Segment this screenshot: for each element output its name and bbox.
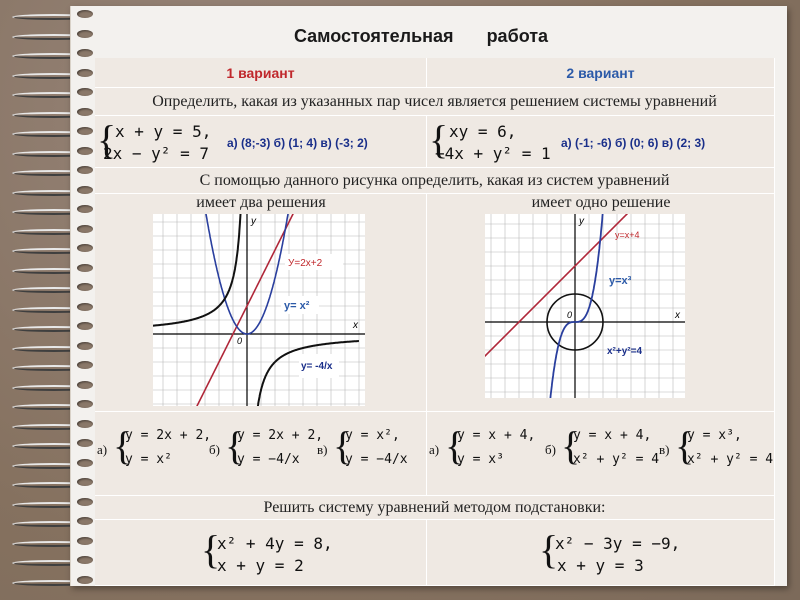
equation: xy = 6,: [449, 122, 517, 141]
option-letter: б): [545, 442, 556, 457]
task-3-text: Решить систему уравнений методом подстановки:: [95, 496, 775, 520]
system-brace: {: [225, 423, 245, 468]
graph-2: [485, 214, 685, 398]
equation: y = 2x + 2,: [237, 428, 324, 443]
page-title: Самостоятельная работа: [293, 26, 549, 46]
binding-hole: [77, 498, 93, 506]
equation: y = −4/x: [345, 452, 408, 467]
system-option: [545, 420, 660, 484]
equation: y = 2x + 2,: [125, 428, 212, 443]
binding-hole: [77, 400, 93, 408]
equation: 2x − y² = 7: [103, 144, 209, 163]
equation: y = x²: [125, 452, 172, 467]
equation: y = x + 4,: [457, 428, 536, 443]
option-letter: а): [97, 442, 108, 457]
task-1-variant-1: [95, 116, 427, 168]
binding-hole: [77, 322, 93, 330]
binding-hole: [77, 381, 93, 389]
equation: y = x + 4,: [573, 428, 652, 443]
binding-hole: [77, 147, 93, 155]
binding-hole: [77, 244, 93, 252]
cubic-label: y=x³: [609, 275, 632, 287]
binding-hole: [77, 303, 93, 311]
binding-hole: [77, 10, 93, 18]
system-brace: {: [333, 423, 353, 468]
system-option: [97, 420, 212, 484]
system-option: [659, 420, 774, 484]
equation: y = −4/x: [237, 452, 300, 467]
task-1-text: Определить, какая из указанных пар чисел является решением системы уравнений: [95, 88, 775, 116]
equation: y = x³,: [687, 428, 742, 443]
graph-1: [153, 214, 365, 406]
graph-cell-variant-2: [427, 194, 775, 412]
system-brace: {: [675, 423, 695, 468]
hyperbola-label: y= -4/x: [301, 361, 333, 372]
option-letter: а): [429, 442, 440, 457]
task-1-variant-2: [427, 116, 775, 168]
option-letter: б): [209, 442, 220, 457]
systems-variant-1: [95, 412, 427, 496]
system-option: [429, 420, 539, 484]
equation: x² + 4y = 8,: [217, 534, 333, 553]
variant-2-subtitle: имеет одно решение: [531, 194, 671, 211]
system-brace: {: [561, 423, 581, 468]
binding-hole: [77, 361, 93, 369]
binding-hole: [77, 186, 93, 194]
binding-hole: [77, 264, 93, 272]
binding-hole: [77, 108, 93, 116]
answer-options: а) (-1; -6) б) (0; 6) в) (2; 3): [561, 136, 706, 150]
binding-hole: [77, 459, 93, 467]
system-option: [209, 420, 324, 484]
answer-options: а) (8;-3) б) (1; 4) в) (-3; 2): [227, 136, 368, 150]
binding-hole: [77, 127, 93, 135]
worksheet-page: [70, 6, 787, 586]
system-brace: {: [445, 423, 465, 468]
binding-hole: [77, 556, 93, 564]
variant-1-subtitle: имеет два решения: [196, 194, 326, 211]
binding-hole: [77, 69, 93, 77]
task-3-variant-1: [95, 520, 427, 586]
equation: −4x + y² = 1: [435, 144, 551, 163]
equation: x² + y² = 4: [687, 452, 774, 467]
equation: y = x²,: [345, 428, 400, 443]
equation: x + y = 3: [557, 556, 644, 575]
x-axis-label: x: [353, 320, 358, 331]
option-letter: в): [317, 442, 328, 457]
binding-hole: [77, 49, 93, 57]
binding-hole: [77, 537, 93, 545]
systems-variant-2: [427, 412, 775, 496]
system-brace: {: [97, 117, 117, 162]
binding-hole: [77, 225, 93, 233]
binding-hole: [77, 283, 93, 291]
system-brace: {: [201, 527, 221, 572]
parabola-label: y= x²: [284, 300, 310, 312]
circle-label: x²+y²=4: [607, 346, 643, 357]
binding-hole: [77, 576, 93, 584]
variant-1-header: 1 вариант: [95, 58, 427, 88]
binding-hole: [77, 420, 93, 428]
binding-hole: [77, 88, 93, 96]
y-axis-label: y: [579, 216, 584, 227]
task-3-variant-2: [427, 520, 775, 586]
graph-cell-variant-1: [95, 194, 427, 412]
equation: x + y = 2: [217, 556, 304, 575]
line-label: У=2х+2: [288, 258, 323, 269]
binding-hole: [77, 342, 93, 350]
origin-label: 0: [567, 310, 573, 320]
system-brace: {: [539, 527, 559, 572]
binding-hole: [77, 205, 93, 213]
y-axis-label: y: [251, 216, 256, 227]
equation: x² + y² = 4: [573, 452, 660, 467]
equation: x + y = 5,: [115, 122, 212, 141]
line-label: y=x+4: [615, 230, 640, 240]
binding-hole: [77, 166, 93, 174]
system-brace: {: [429, 117, 449, 162]
variant-2-header: 2 вариант: [427, 58, 775, 88]
equation: y = x³: [457, 452, 504, 467]
option-letter: в): [659, 442, 670, 457]
origin-label: 0: [237, 336, 243, 346]
system-option: [317, 420, 427, 484]
task-2-text: С помощью данного рисунка определить, какая из систем уравнений: [95, 168, 775, 194]
binding-hole: [77, 517, 93, 525]
binding-hole: [77, 478, 93, 486]
binding-hole: [77, 439, 93, 447]
system-brace: {: [113, 423, 133, 468]
worksheet-table: [95, 58, 775, 586]
x-axis-label: x: [675, 310, 680, 321]
equation: x² − 3y = −9,: [555, 534, 681, 553]
